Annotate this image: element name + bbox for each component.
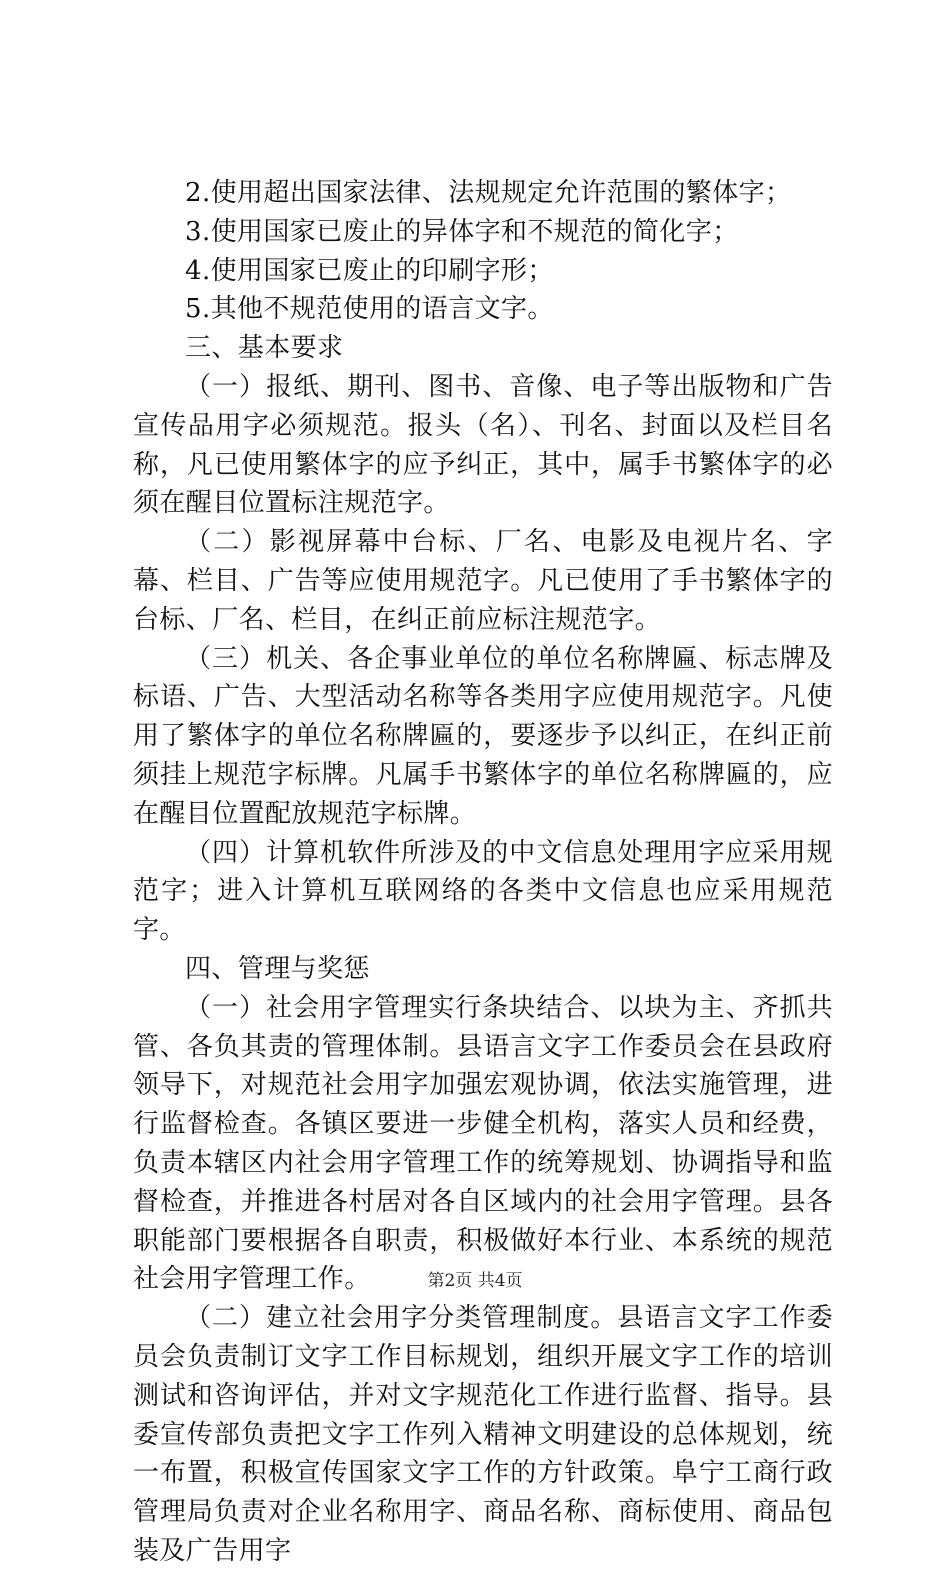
paragraph-3-4: （四）计算机软件所涉及的中文信息处理用字应采用规范字；进入计算机互联网络的各类中文信息也应采用规范字。 bbox=[133, 837, 833, 946]
list-item-5: 5.其他不规范使用的语言文字。 bbox=[185, 294, 554, 325]
section-heading-3: 三、基本要求 bbox=[185, 333, 344, 364]
paragraph-3-3: （三）机关、各企事业单位的单位名称牌匾、标志牌及标语、广告、大型活动名称等各类用字应使用规范字。凡使用了繁体字的单位名称牌匾的，要逐步予以纠正，在纠正前须挂上规范字标牌。凡属手书繁体字的单位名称牌匾的，应在醒目位置配放规范字标牌。 bbox=[133, 643, 833, 829]
paragraph-3-1: （一）报纸、期刊、图书、音像、电子等出版物和广告宣传品用字必须规范。报头（名）、刊名、封面以及栏目名称，凡已使用繁体字的应予纠正，其中，属手书繁体字的必须在醒目位置标注规范字。 bbox=[133, 371, 833, 519]
list-item-3: 3.使用国家已废止的异体字和不规范的简化字； bbox=[185, 216, 739, 247]
list-item-2: 2.使用超出国家法律、法规规定允许范围的繁体字； bbox=[185, 178, 792, 208]
section-heading-4: 四、管理与奖惩 bbox=[185, 953, 370, 984]
paragraph-4-1: （一）社会用字管理实行条块结合、以块为主、齐抓共管、各负其责的管理体制。县语言文字工作委员会在县政府领导下，对规范社会用字加强宏观协调，依法实施管理，进行监督检查。各镇区要进一步健全机构，落实人员和经费，负责本辖区内社会用字管理工作的统筹规划、协调指导和监督检查，并推进各村居对各自区域内的社会用字管理。县各职能部门要根据各自职责，积极做好本行业、本系统的规范社会用字管理工作。 bbox=[133, 992, 833, 1295]
document-body bbox=[133, 174, 833, 1571]
list-item-4: 4.使用国家已废止的印刷字形； bbox=[185, 255, 554, 286]
paragraph-3-2: （二）影视屏幕中台标、厂名、电影及电视片名、字幕、栏目、广告等应使用规范字。凡已使用了手书繁体字的台标、厂名、栏目，在纠正前应标注规范字。 bbox=[133, 527, 833, 635]
page-footer: 第2页 共4页 bbox=[427, 1271, 523, 1291]
paragraph-4-2: （二）建立社会用字分类管理制度。县语言文字工作委员会负责制订文字工作目标规划，组织开展文字工作的培训测试和咨询评估，并对文字规范化工作进行监督、指导。县委宣传部负责把文字工作列入精神文明建设的总体规划，统一布置，积极宣传国家文字工作的方针政策。阜宁工商行政管理局负责对企业名称用字、商品名称、商标使用、商品包装及广告用字 bbox=[133, 1303, 833, 1566]
